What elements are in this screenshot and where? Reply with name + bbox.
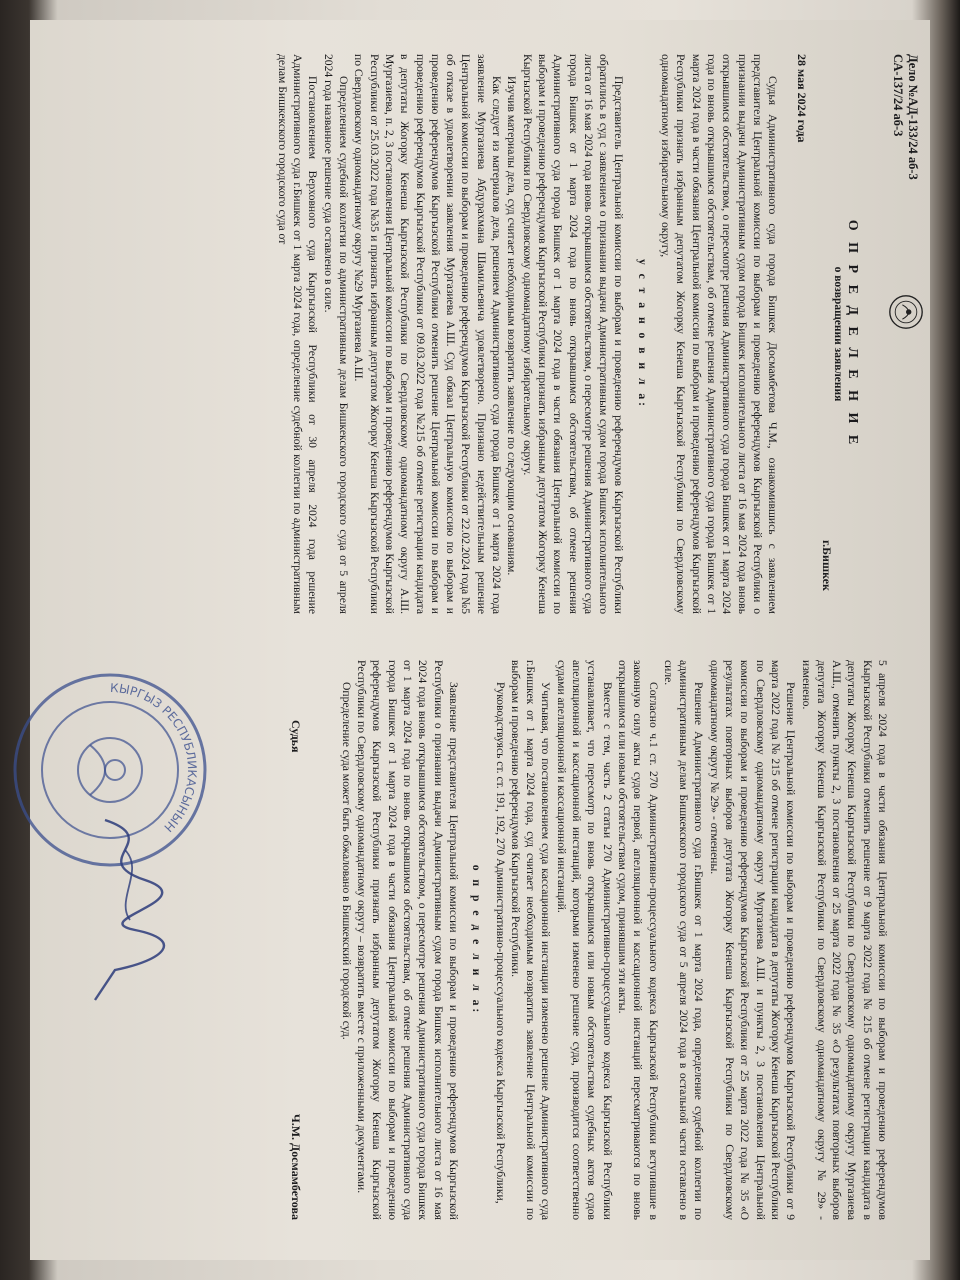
- paragraph: Постановлением Верховного суда Кыргызской Республики от 30 апреля 2024 года решение Административного суда г.Бишкек от 1 марта 2024 года, определение судебной коллегии по административным делам Бишкекского городского суда от: [275, 54, 320, 614]
- left-column: [275, 54, 890, 614]
- signature-role: Судья: [288, 720, 303, 753]
- city: г.Бишкек: [820, 540, 834, 591]
- handwritten-signature: [65, 810, 185, 1010]
- stamp-text: КЫРГЫЗ РЕСПУБЛИКАСЫНЫН: [109, 680, 200, 835]
- emblem-icon: [888, 294, 924, 330]
- paragraph: Определением судебной коллегии по административным делам Бишкекского городского суда от 5 апреля 2024 года названное решение суда оставлено в силе.: [321, 54, 351, 614]
- document-page: [30, 20, 930, 1260]
- document-date: 28 мая 2024 года: [795, 54, 810, 143]
- paragraph: Решение Административного суда г.Бишкек от 1 марта 2024 года, определение судебной коллегии по административным делам Бишкекского городского суда от 5 апреля 2024 года в остальной части оставлено в силе.: [661, 660, 706, 1220]
- paragraph: Решение Центральной комиссии по выборам и проведению референдумов Кыргызской Республики от 9 марта 2022 года № 215 об отмене регистрации кандидата в депутаты Жогорку Кенеша Кыргызской Республики по Свердловскому одномандатному округу Мургазиева А.Ш. и пункты 2, 3 постановления Центральной комиссии по выборам и проведению референдумов Кыргызской Республики от 25 марта 2022 года № 35 «О результатах повторных выборов депутата Жогорку Кенеша Кыргызской Республики по Свердловскому одномандатному округу № 29» - отменены.: [707, 660, 798, 1220]
- case-line-1: Дело №АД-133/24 аб-3: [906, 54, 920, 180]
- case-number: [890, 54, 920, 180]
- paragraph: Изучив материалы дела, суд считает необходимым возвратить заявление по следующим основаниям.: [505, 76, 519, 576]
- paragraph: 5 апреля 2024 года в части обязания Центральной комиссии по выборам и проведению референдумов Кыргызской Республики отменить решение от 9 марта 2022 года № 215 об отмене регистрации кандидата в депутаты Жогорку Кенеша Кыргызской Республики по Свердловскому одномандатному округу Мургазиева А.Ш., отменить пункты 2, 3 постановления от 25 марта 2022 года № 35 «О результатах повторных выборов депутата Жогорку Кенеша Кыргызской Республики по Свердловскому одномандатному округу № 29» - изменено.: [799, 660, 889, 1220]
- case-line-2: СА-137/24 аб-3: [891, 54, 905, 137]
- paragraph: Судья Административного суда города Бишкек Досмамбетова Ч.М., ознакомившись с заявлением представителя Центральной комиссии по выборам и проведению референдумов Кыргызской Республики о признании выдачи Административным судом города Бишкек исполнительного листа от 16 мая 2024 года вновь открывшимся обстоятельством, о пересмотре решения Административного суда города Бишкек от 1 марта 2024 года по вновь открывшимся обстоятельствам, об отмене решения Административного суда города Бишкек от 1 марта 2024 года в части обязания Центральной комиссии по выборам и проведению референдумов Кыргызской Республики признать избранным депутатом Жогорку Кенеша Кыргызской Республики по Свердловскому одномандатному избирательному округу,: [659, 54, 780, 614]
- paragraph: Руководствуясь ст. ст. 191, 192, 270 Административно-процессуального кодекса Кыргызской Республики,: [493, 682, 507, 1204]
- paragraph: Как следует из материалов дела, решением Административного суда города Бишкек от 1 марта 2024 года заявление Мургазиева Абдурахмана Шамильевича удовлетворено. Признано недействительным решение Центральной комиссии по выборам и проведению референдумов Кыргызской Республики от 22.02.2024 года №5 об отказе в удовлетворении заявления Мургазиева А.Ш. Суд обязал Центральную комиссию по выборам и проведению референдумов Кыргызской Республики отменить решение Центральной комиссии по выборам и проведению референдумов Кыргызской Республики от 09.03.2022 года №215 об отмене регистрации кандидата в депутаты Жогорку Кенеша Кыргызской Республики по Свердловскому одномандатному округу А.Ш. Мургазиева, п. 2, 3 постановления Центральной комиссии по выборам и проведению референдумов Кыргызской Республики от 25.03.2022 года №35 и признать избранным депутатом Жогорку Кенеша Кыргызской Республики по Свердловскому одномандатному округу №29 Мургазиева А.Ш.: [352, 54, 504, 614]
- document-subtitle: о возвращении заявления: [831, 266, 844, 402]
- determined-heading: о п р е д е л и л а:: [470, 864, 484, 1016]
- paragraph: Заявление представителя Центральной комиссии по выборам и проведению референдумов Кыргызской Республики о признании выдачи Административным судом города Бишкек исполнительного листа от 16 мая 2024 года вновь открывшимся обстоятельством, о пересмотре решения Административного суда города Бишкек от 1 марта 2024 года по вновь открывшимся обстоятельствам, об отмене решения Административного суда города Бишкек от 1 марта 2024 года в части обязания Центральной комиссии по выборам и проведению референдумов Кыргызской Республики признать избранным депутатом Жогорку Кенеша Кыргызской Республики по Свердловскому одномандатному округу – возвратить вместе с приложенными документами.: [355, 660, 460, 1220]
- paragraph: Учитывая, что постановлением суда кассационной инстанции изменено решение Административного суда г.Бишкек от 1 марта 2024 года, суд считает необходимым возвратить заявление Центральной комиссии по выборам и проведению референдумов Кыргызской Республики.: [508, 660, 553, 1220]
- signature-name: Ч.М. Досмамбетова: [288, 1113, 303, 1220]
- paragraph: Вместе с тем, часть 2 статьи 270 Административно-процессуального кодекса Кыргызской Республики устанавливает, что пересмотр по вновь открывшимся или новым обстоятельствам судебных актов судов апелляционной и кассационной инстанций, которыми изменено решение суда, производится соответственно судами апелляционной и кассационной инстанций.: [554, 660, 614, 1220]
- paragraph: Представитель Центральной комиссии по выборам и проведению референдумов Кыргызской Республики обратились в суд с заявлением о признании выдачи Административным судом города Бишкек исполнительного листа от 16 мая 2024 года вновь открывшимся обстоятельством, о пересмотре решения Административного суда города Бишкек от 1 марта 2024 года по вновь открывшимся обстоятельствам, об отмене решения Административного суда города Бишкек от 1 марта 2024 года в части обязания Центральной комиссии по выборам и проведению референдумов Кыргызской Республики признать избранным депутатом Жогорку Кенеша Кыргызской Республики по Свердловскому одномандатному избирательному округу.: [520, 54, 626, 614]
- right-column: [283, 660, 890, 1220]
- document-title: О П Р Е Д Е Л Е Н И Е: [845, 219, 860, 449]
- established-heading: у с т а н о в и л а:: [635, 258, 649, 410]
- paragraph: Согласно ч.1 ст. 270 Административно-процессуального кодекса Кыргызской Республики вступившие в законную силу акты судов первой, апелляционной и кассационной инстанций пересматриваются по вновь открывшимся или новым обстоятельствам судом, принявшим эти акты.: [615, 660, 660, 1220]
- signature-block: [283, 660, 303, 1220]
- paragraph: Определение суда может быть обжаловано в Бишкекский городской суд.: [339, 682, 353, 1040]
